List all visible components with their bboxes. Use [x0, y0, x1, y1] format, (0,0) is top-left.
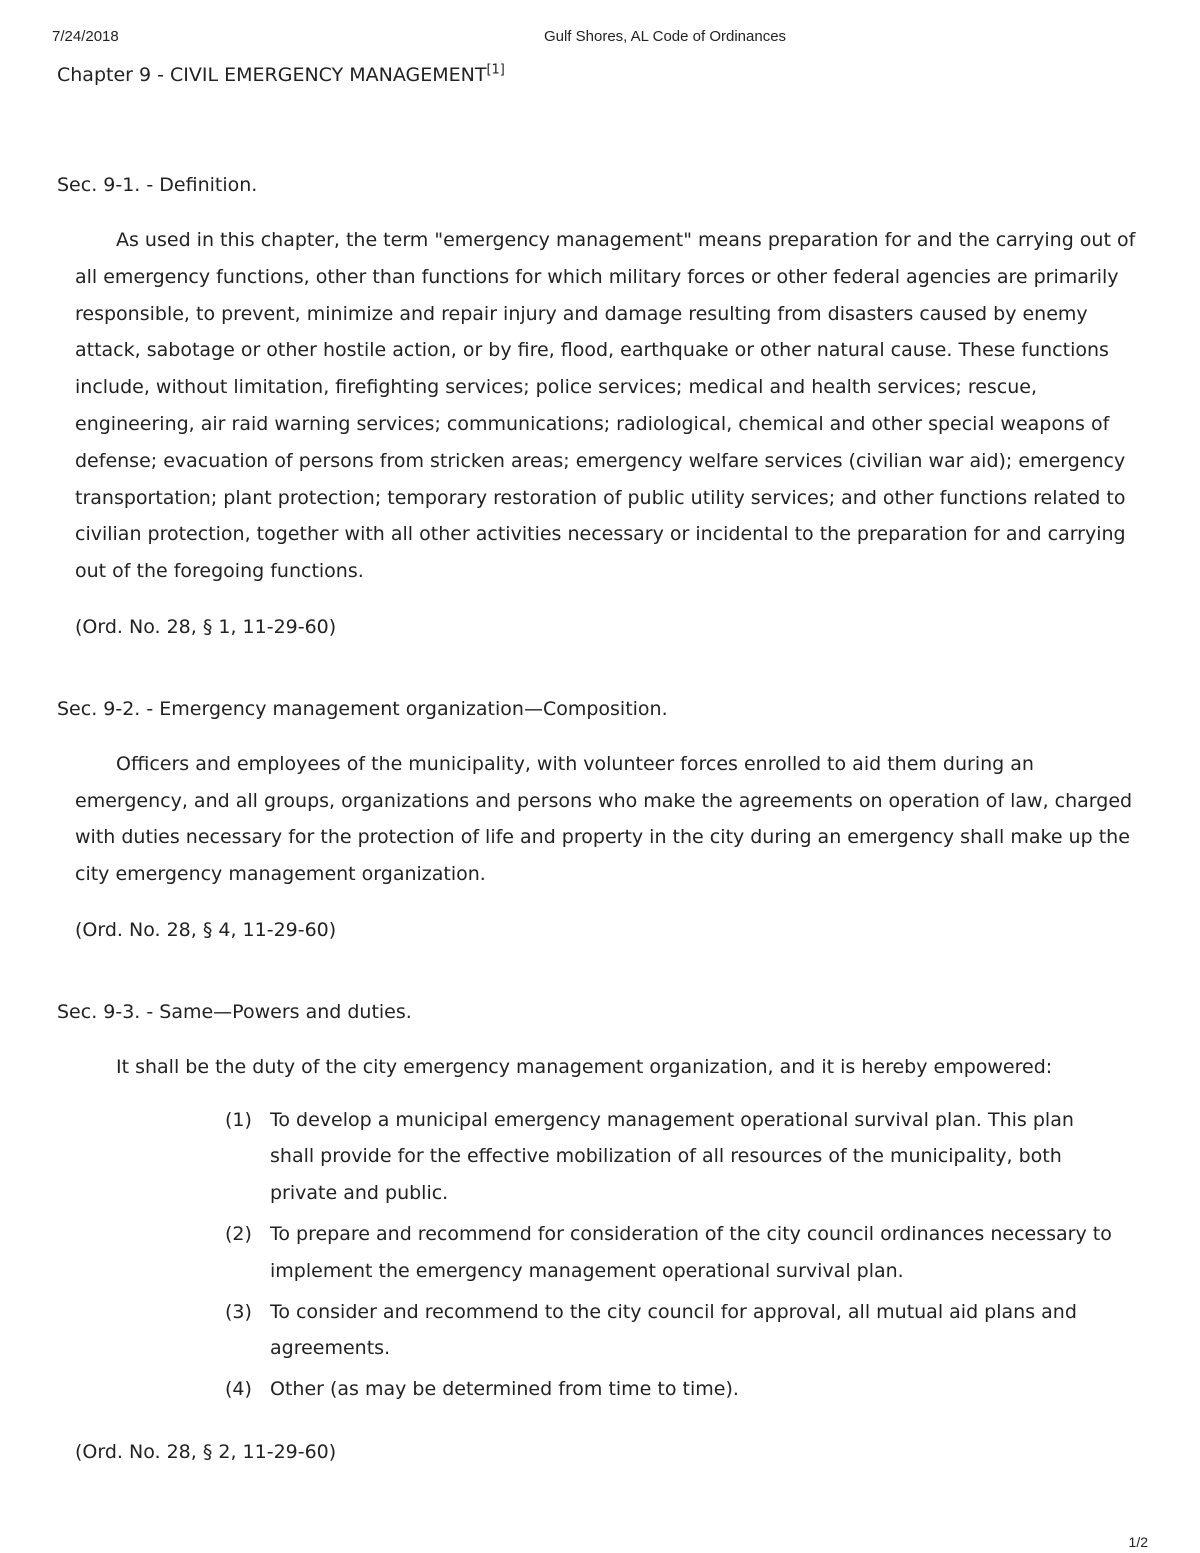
section-body-9-3: It shall be the duty of the city emergency management organization, and it is hereby empowered:: [116, 1055, 1053, 1078]
list-item-text: To prepare and recommend for consideration of the city council ordinances necessary to implement the emergency management operational survival plan.: [270, 1222, 1112, 1282]
list-item: [225, 1371, 1115, 1408]
section-heading-9-1: Sec. 9-1. - Definition.: [57, 174, 258, 196]
section-body-9-2: Officers and employees of the municipality, with volunteer forces enrolled to aid them during an emergency, and all groups, organizations and persons who make the agreements on operation of law, charged with duties necessary for the protection of life and property in the city during an emergency shall make up the city emergency management organization.: [75, 752, 1133, 886]
page-number: 1/2: [1128, 1534, 1148, 1550]
section-heading-9-2: Sec. 9-2. - Emergency management organization—Composition.: [57, 697, 668, 720]
list-item-number: (4): [225, 1378, 252, 1401]
footnote-link[interactable]: [1]: [486, 62, 505, 78]
duties-list: [225, 1102, 1115, 1408]
print-date: 7/24/2018: [52, 28, 119, 45]
section-history-9-1: (Ord. No. 28, § 1, 11-29-60): [75, 615, 337, 638]
section-history-9-3: (Ord. No. 28, § 2, 11-29-60): [75, 1440, 337, 1463]
section-body-9-1: As used in this chapter, the term "emergency management" means preparation for and the carrying out of all emergency functions, other than functions for which military forces or other federal agencies are primarily responsible, to prevent, minimize and repair injury and damage resulting from disasters caused by enemy attack, sabotage or other hostile action, or by fire, flood, earthquake or other natural cause. These functions include, without limitation, firefighting services; police services; medical and health services; rescue, engineering, air raid warning services; communications; radiological, chemical and other special weapons of defense; evacuation of persons from stricken areas; emergency welfare services (civilian war aid); emergency transportation; plant protection; temporary restoration of public utility services; and other functions related to civilian protection, together with all other activities necessary or incidental to the preparation for and carrying out of the foregoing functions.: [75, 229, 1136, 583]
list-item-number: (2): [225, 1222, 252, 1245]
section-history-9-2: (Ord. No. 28, § 4, 11-29-60): [75, 918, 337, 941]
section-heading-9-3: Sec. 9-3. - Same—Powers and duties.: [57, 1000, 412, 1023]
chapter-title-text: Chapter 9 - CIVIL EMERGENCY MANAGEMENT: [57, 64, 487, 86]
list-item-text: Other (as may be determined from time to time).: [270, 1378, 739, 1401]
list-item-number: (3): [225, 1300, 252, 1323]
site-title: Gulf Shores, AL Code of Ordinances: [543, 28, 787, 45]
list-item-text: To consider and recommend to the city council for approval, all mutual aid plans and agreements.: [270, 1300, 1077, 1360]
print-header: [52, 28, 1148, 48]
list-item: [225, 1216, 1115, 1290]
list-item: [225, 1294, 1115, 1368]
list-item-number: (1): [225, 1108, 252, 1131]
chapter-title: [57, 60, 1147, 90]
list-item: [225, 1102, 1115, 1212]
document-body: [57, 60, 1147, 1471]
list-item-text: To develop a municipal emergency management operational survival plan. This plan shall provide for the effective mobilization of all resources of the municipality, both private and public.: [270, 1108, 1074, 1205]
